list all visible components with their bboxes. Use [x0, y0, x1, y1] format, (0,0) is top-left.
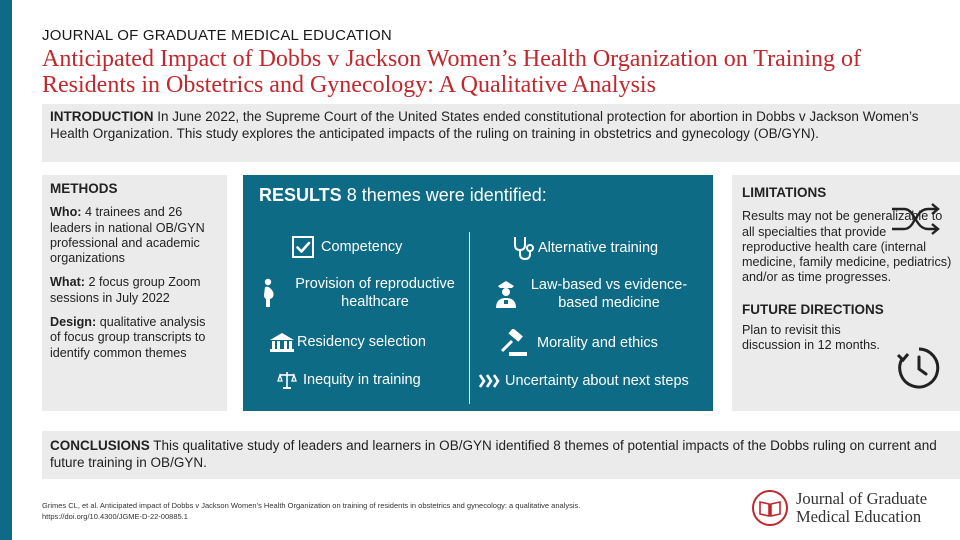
results-header: [259, 185, 547, 206]
left-accent-bar: [0, 0, 12, 540]
future-directions-text: Plan to revisit this discussion in 12 months.: [742, 323, 880, 353]
methods-heading: METHODS: [50, 181, 118, 196]
design-label: Design:: [50, 315, 97, 330]
conclusions-panel: [42, 431, 960, 479]
limitations-heading: LIMITATIONS: [742, 185, 827, 200]
checkbox-icon: [291, 235, 315, 259]
limitations-future-panel: [732, 175, 960, 411]
who-label: Who:: [50, 205, 82, 220]
theme-label: Inequity in training: [303, 372, 421, 388]
results-subheading: 8 themes were identified:: [346, 185, 547, 205]
theme-label: Residency selection: [297, 334, 426, 350]
page-title: Anticipated Impact of Dobbs v Jackson Women’s Health Organization on Training of Residents in Obstetrics and Gynecology: A Qualitative Analysis: [42, 46, 862, 98]
logo-text: Journal of Graduate Medical Education: [796, 489, 928, 526]
theme-item: [479, 372, 689, 390]
what-text: 2 focus group Zoom sessions in July 2022: [50, 275, 201, 305]
limitations-text: Results may not be generalizable to all specialties that provide reproductive health care (internal medicine, family medicine, pediatrics) and/or as time progresses.: [742, 209, 952, 285]
shuffle-icon: [890, 201, 942, 237]
future-directions-heading: FUTURE DIRECTIONS: [742, 301, 884, 317]
introduction-heading: INTRODUCTION: [50, 109, 154, 124]
theme-label: Morality and ethics: [537, 335, 658, 351]
results-heading: RESULTS: [259, 185, 342, 205]
theme-label: Law-based vs evidence-based medicine: [530, 277, 688, 311]
conclusions-heading: CONCLUSIONS: [50, 438, 150, 453]
pregnant-person-icon: [261, 278, 277, 308]
theme-label: Uncertainty about next steps: [505, 373, 689, 389]
theme-item: [499, 329, 658, 357]
stethoscope-icon: [511, 235, 535, 261]
journal-header: JOURNAL OF GRADUATE MEDICAL EDUCATION: [42, 27, 392, 44]
theme-label: Competency: [321, 239, 403, 255]
theme-item: [261, 275, 471, 311]
scales-icon: [277, 370, 297, 390]
what-label: What:: [50, 275, 85, 290]
theme-item: [511, 235, 658, 261]
university-building-icon: [269, 332, 295, 352]
introduction-text: In June 2022, the Supreme Court of the United States ended constitutional protection for abortion in Dobbs v Jackson Women’s Health Organization. This study explores the anticipated impacts of the ruling on training in obstetrics and gynecology (OB/GYN).: [50, 109, 919, 141]
journal-logo: [752, 487, 952, 531]
who-text: 4 trainees and 26 leaders in national OB/GYN professional and academic organizations: [50, 205, 205, 266]
results-panel: [243, 175, 713, 411]
theme-item: [277, 370, 421, 390]
methods-who: [50, 205, 219, 266]
book-logo-icon: [752, 490, 788, 526]
gavel-icon: [499, 329, 529, 357]
police-officer-icon: [495, 279, 517, 309]
theme-item: [269, 332, 426, 352]
design-text: qualitative analysis of focus group transcripts to identify common themes: [50, 315, 206, 360]
chevrons-right-icon: [479, 373, 501, 389]
theme-item: [495, 276, 705, 312]
methods-panel: [42, 175, 227, 411]
methods-design: [50, 315, 219, 361]
introduction-panel: [42, 104, 960, 162]
results-divider: [469, 232, 470, 404]
citation: Grimes CL, et al. Anticipated impact of Dobbs v Jackson Women’s Health Organization on training of residents in obstetrics and gynecology: a qualitative analysis. https://doi.org/10.4300/JGME-D-22-00885.1: [42, 501, 581, 521]
theme-item: [291, 235, 402, 259]
clock-refresh-icon: [896, 345, 942, 391]
theme-label: Alternative training: [538, 240, 659, 256]
methods-what: [50, 275, 219, 306]
theme-label: Provision of reproductive healthcare: [295, 276, 455, 310]
conclusions-text: This qualitative study of leaders and learners in OB/GYN identified 8 themes of potential impacts of the Dobbs ruling on current and future training in OB/GYN.: [50, 438, 937, 470]
